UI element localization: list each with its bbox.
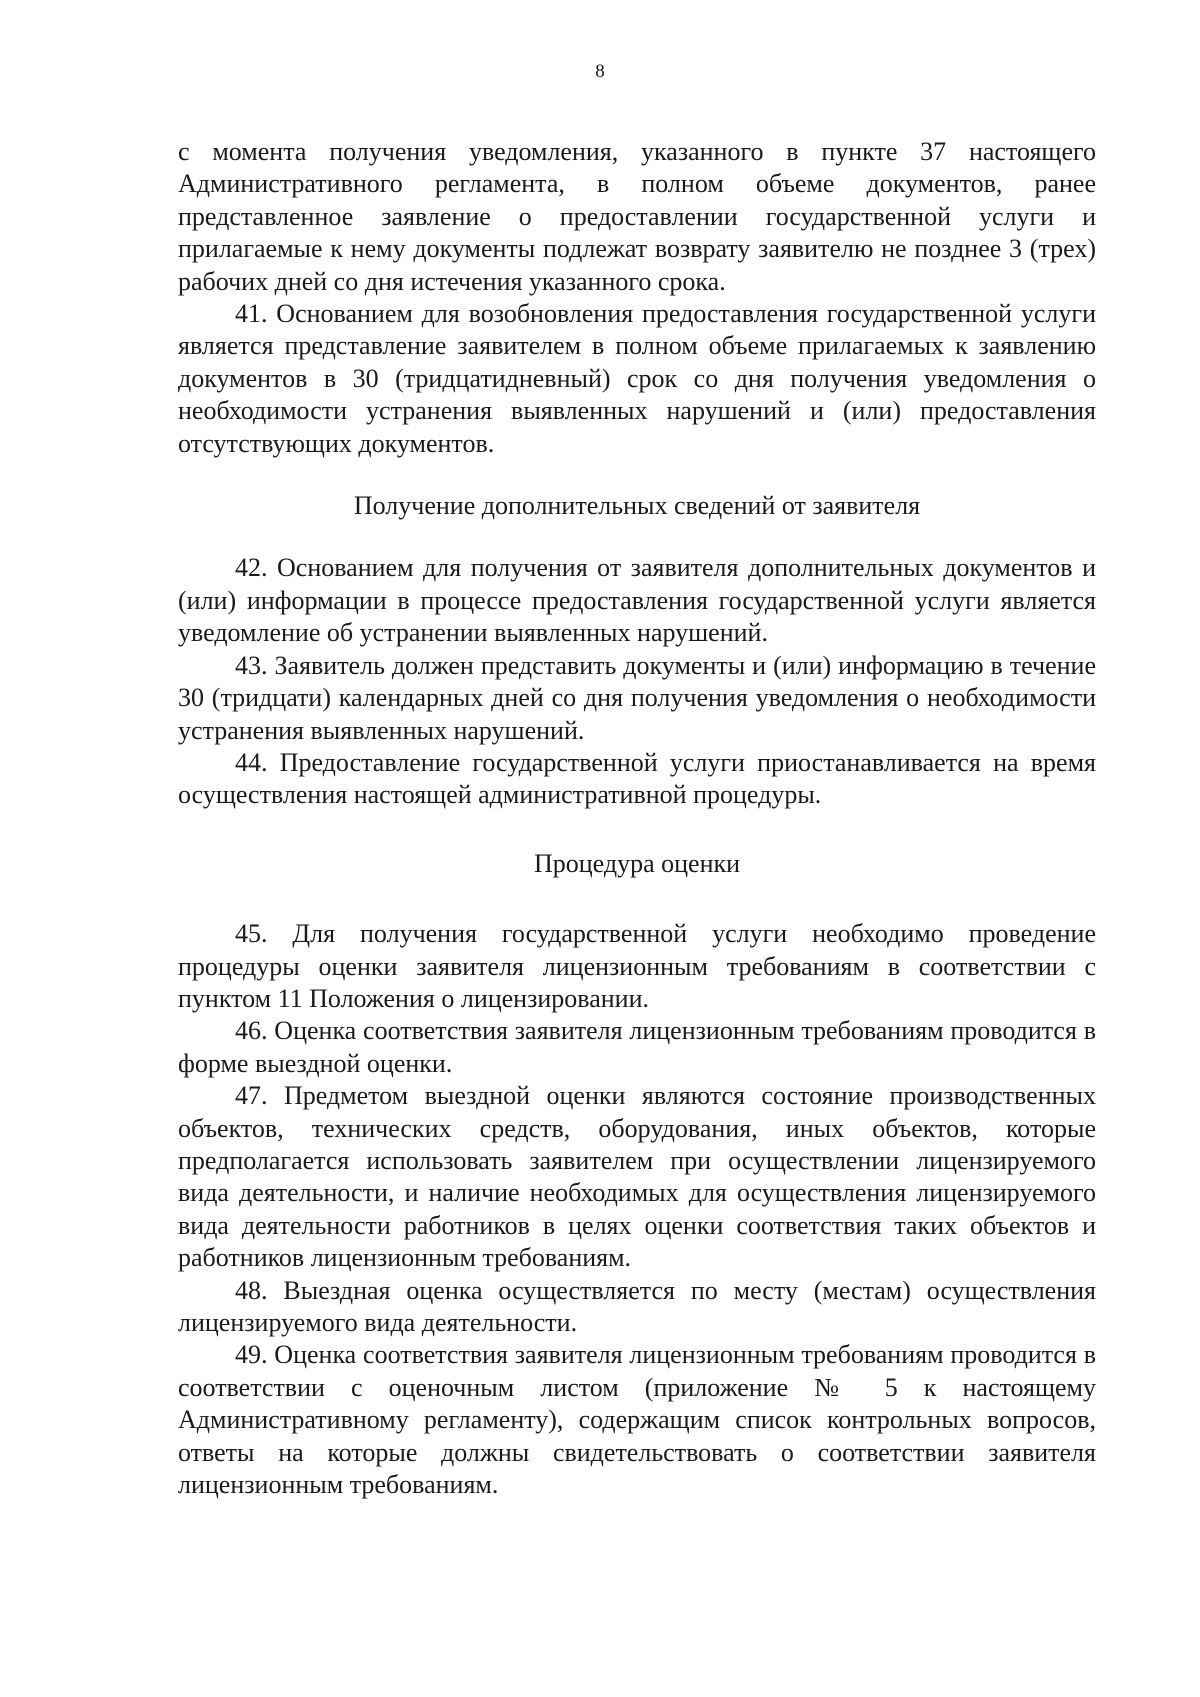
paragraph-48: 48. Выездная оценка осуществляется по месту (местам) осуществления лицензируемого вида деятельности. [178, 1275, 1096, 1337]
paragraph-44: 44. Предоставление государственной услуги приостанавливается на время осуществления настоящей административной процедуры. [178, 747, 1096, 810]
paragraph-46: 46. Оценка соответствия заявителя лицензионным требованиям проводится в форме выездной оценки. [178, 1016, 1096, 1078]
paragraph-45: 45. Для получения государственной услуги необходимо проведение процедуры оценки заявителя лицензионным требованиям в соответствии с пунктом 11 Положения о лицензировании. [178, 919, 1096, 1013]
section-heading-assessment: Процедура оценки [533, 848, 741, 878]
paragraph-42: 42. Основанием для получения от заявителя дополнительных документов и (или) информации в процессе предоставления государственной услуги является уведомление об устранении выявленных нарушений. [178, 553, 1096, 648]
paragraph-47: 47. Предметом выездной оценки являются состояние производственных объектов, технических средств, оборудования, иных объектов, которые предполагается использовать заявителем при осуществлении лицензируемого вида деятельности, и наличие необходимых для осуществления лицензируемого вида деятельности работников в целях оценки соответствия таких объектов и работников лицензионным требованиям. [178, 1081, 1096, 1273]
document-body [178, 136, 1096, 1501]
paragraph-continuation: с момента получения уведомления, указанного в пункте 37 настоящего Административного регламента, в полном объеме документов, ранее представленное заявление о предоставлении государственной услуги и прилагаемые к нему документы подлежат возврату заявителю не позднее 3 (трех) рабочих дней со дня истечения указанного срока. [178, 137, 1096, 296]
section-heading-additional-info: Получение дополнительных сведений от заявителя [353, 491, 921, 521]
paragraph-43: 43. Заявитель должен представить документы и (или) информацию в течение 30 (тридцати) календарных дней со дня получения уведомления о необходимости устранения выявленных нарушений. [178, 650, 1096, 745]
paragraph-49: 49. Оценка соответствия заявителя лицензионным требованиям проводится в соответствии с оценочным листом (приложение № 5 к настоящему Административному регламенту), содержащим список контрольных вопросов, ответы на которые должны свидетельствовать о соответствии заявителя лицензионным требованиям. [178, 1340, 1096, 1500]
paragraph-41: 41. Основанием для возобновления предоставления государственной услуги является представление заявителем в полном объеме прилагаемых к заявлению документов в 30 (тридцатидневный) срок со дня получения уведомления о необходимости устранения выявленных нарушений и (или) предоставления отсутствующих документов. [178, 299, 1096, 458]
page-number: 8 [595, 61, 605, 82]
